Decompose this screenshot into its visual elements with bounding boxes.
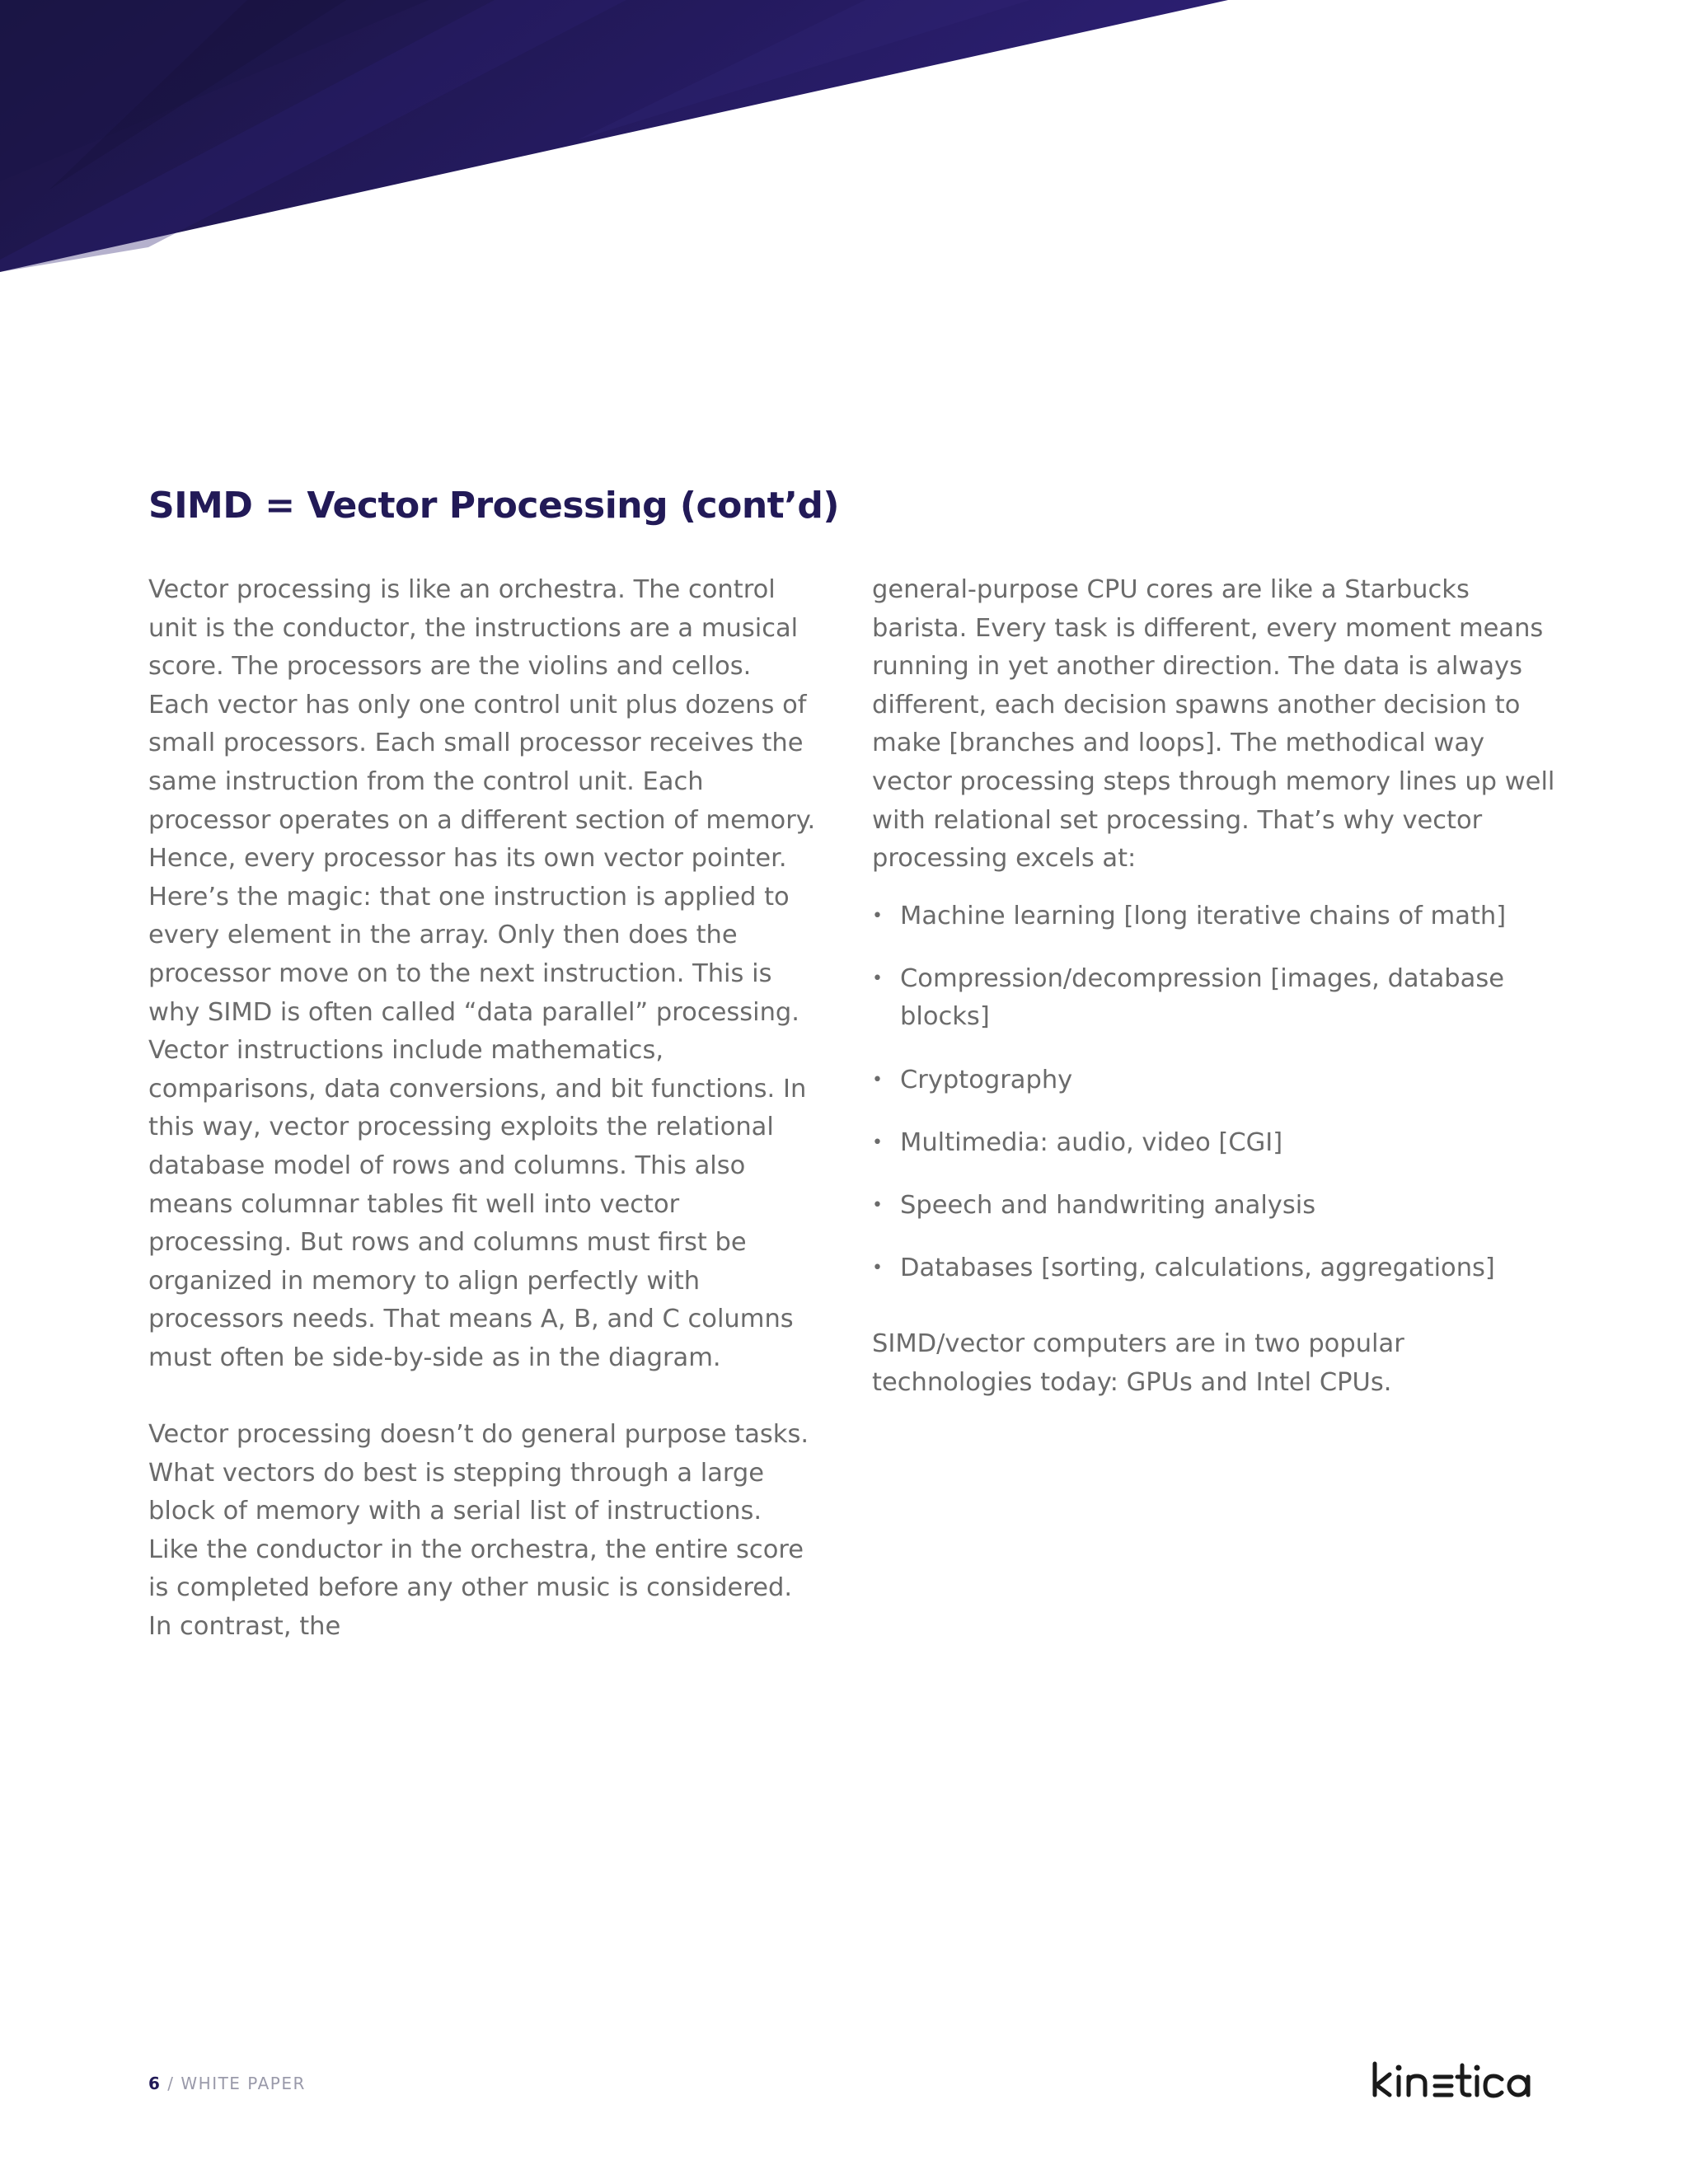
list-item: • Machine learning [long iterative chains of math]: [872, 898, 1556, 936]
body-paragraph: Vector processing is like an orchestra. The control unit is the conductor, the instructions are a musical score. The processors are the violins and cellos. Each vector has only one control unit plus dozens of small processors. Each small processor receives the same instruction from the control unit. Each processor operates on a different section of memory. Hence, every processor has its own vector pointer. Here’s the magic: that one instruction is applied to every element in the array. Only then does the processor move on to the next instruction. This is why SIMD is often called “data parallel” processing. Vector instructions include mathematics, comparisons, data conversions, and bit functions. In this way, vector processing exploits the relational database model of rows and columns. This also means columnar tables fit well into vector processing. But rows and columns must first be organized in memory to align perfectly with processors needs. That means A, B, and C columns must often be side-by-side as in the diagram.: [148, 575, 816, 1372]
list-item: • Compression/decompression [images, database blocks]: [872, 960, 1556, 1037]
footer-separator: /: [161, 2074, 181, 2093]
right-column: [872, 571, 1556, 1403]
left-column: [148, 571, 816, 1647]
page-footer: [148, 2074, 306, 2093]
use-case-list: [872, 898, 1556, 1288]
body-paragraph: Vector processing doesn’t do general purpose tasks. What vectors do best is stepping through a large block of memory with a serial list of instructions. Like the conductor in the orchestra, the entire score is completed before any other music is considered. In contrast, the: [148, 1420, 809, 1642]
body-paragraph: SIMD/vector computers are in two popular technologies today: GPUs and Intel CPUs.: [872, 1329, 1404, 1397]
page-heading: SIMD = Vector Processing (cont’d): [148, 485, 840, 527]
kinetica-logo: [1372, 2060, 1533, 2098]
body-paragraph: general-purpose CPU cores are like a Starbucks barista. Every task is different, every moment means running in yet another direction. The data is always different, each decision spawns another decision to make [branches and loops]. The methodical way vector processing steps through memory lines up well with relational set processing. That’s why vector processing excels at:: [872, 575, 1555, 874]
page-number: 6: [148, 2074, 162, 2093]
list-item: • Databases [sorting, calculations, aggregations]: [872, 1249, 1556, 1288]
list-item: • Cryptography: [872, 1062, 1556, 1100]
footer-label: WHITE PAPER: [181, 2074, 306, 2093]
list-item: • Speech and handwriting analysis: [872, 1187, 1556, 1226]
list-item: • Multimedia: audio, video [CGI]: [872, 1124, 1556, 1163]
header-banner: [0, 0, 1688, 280]
